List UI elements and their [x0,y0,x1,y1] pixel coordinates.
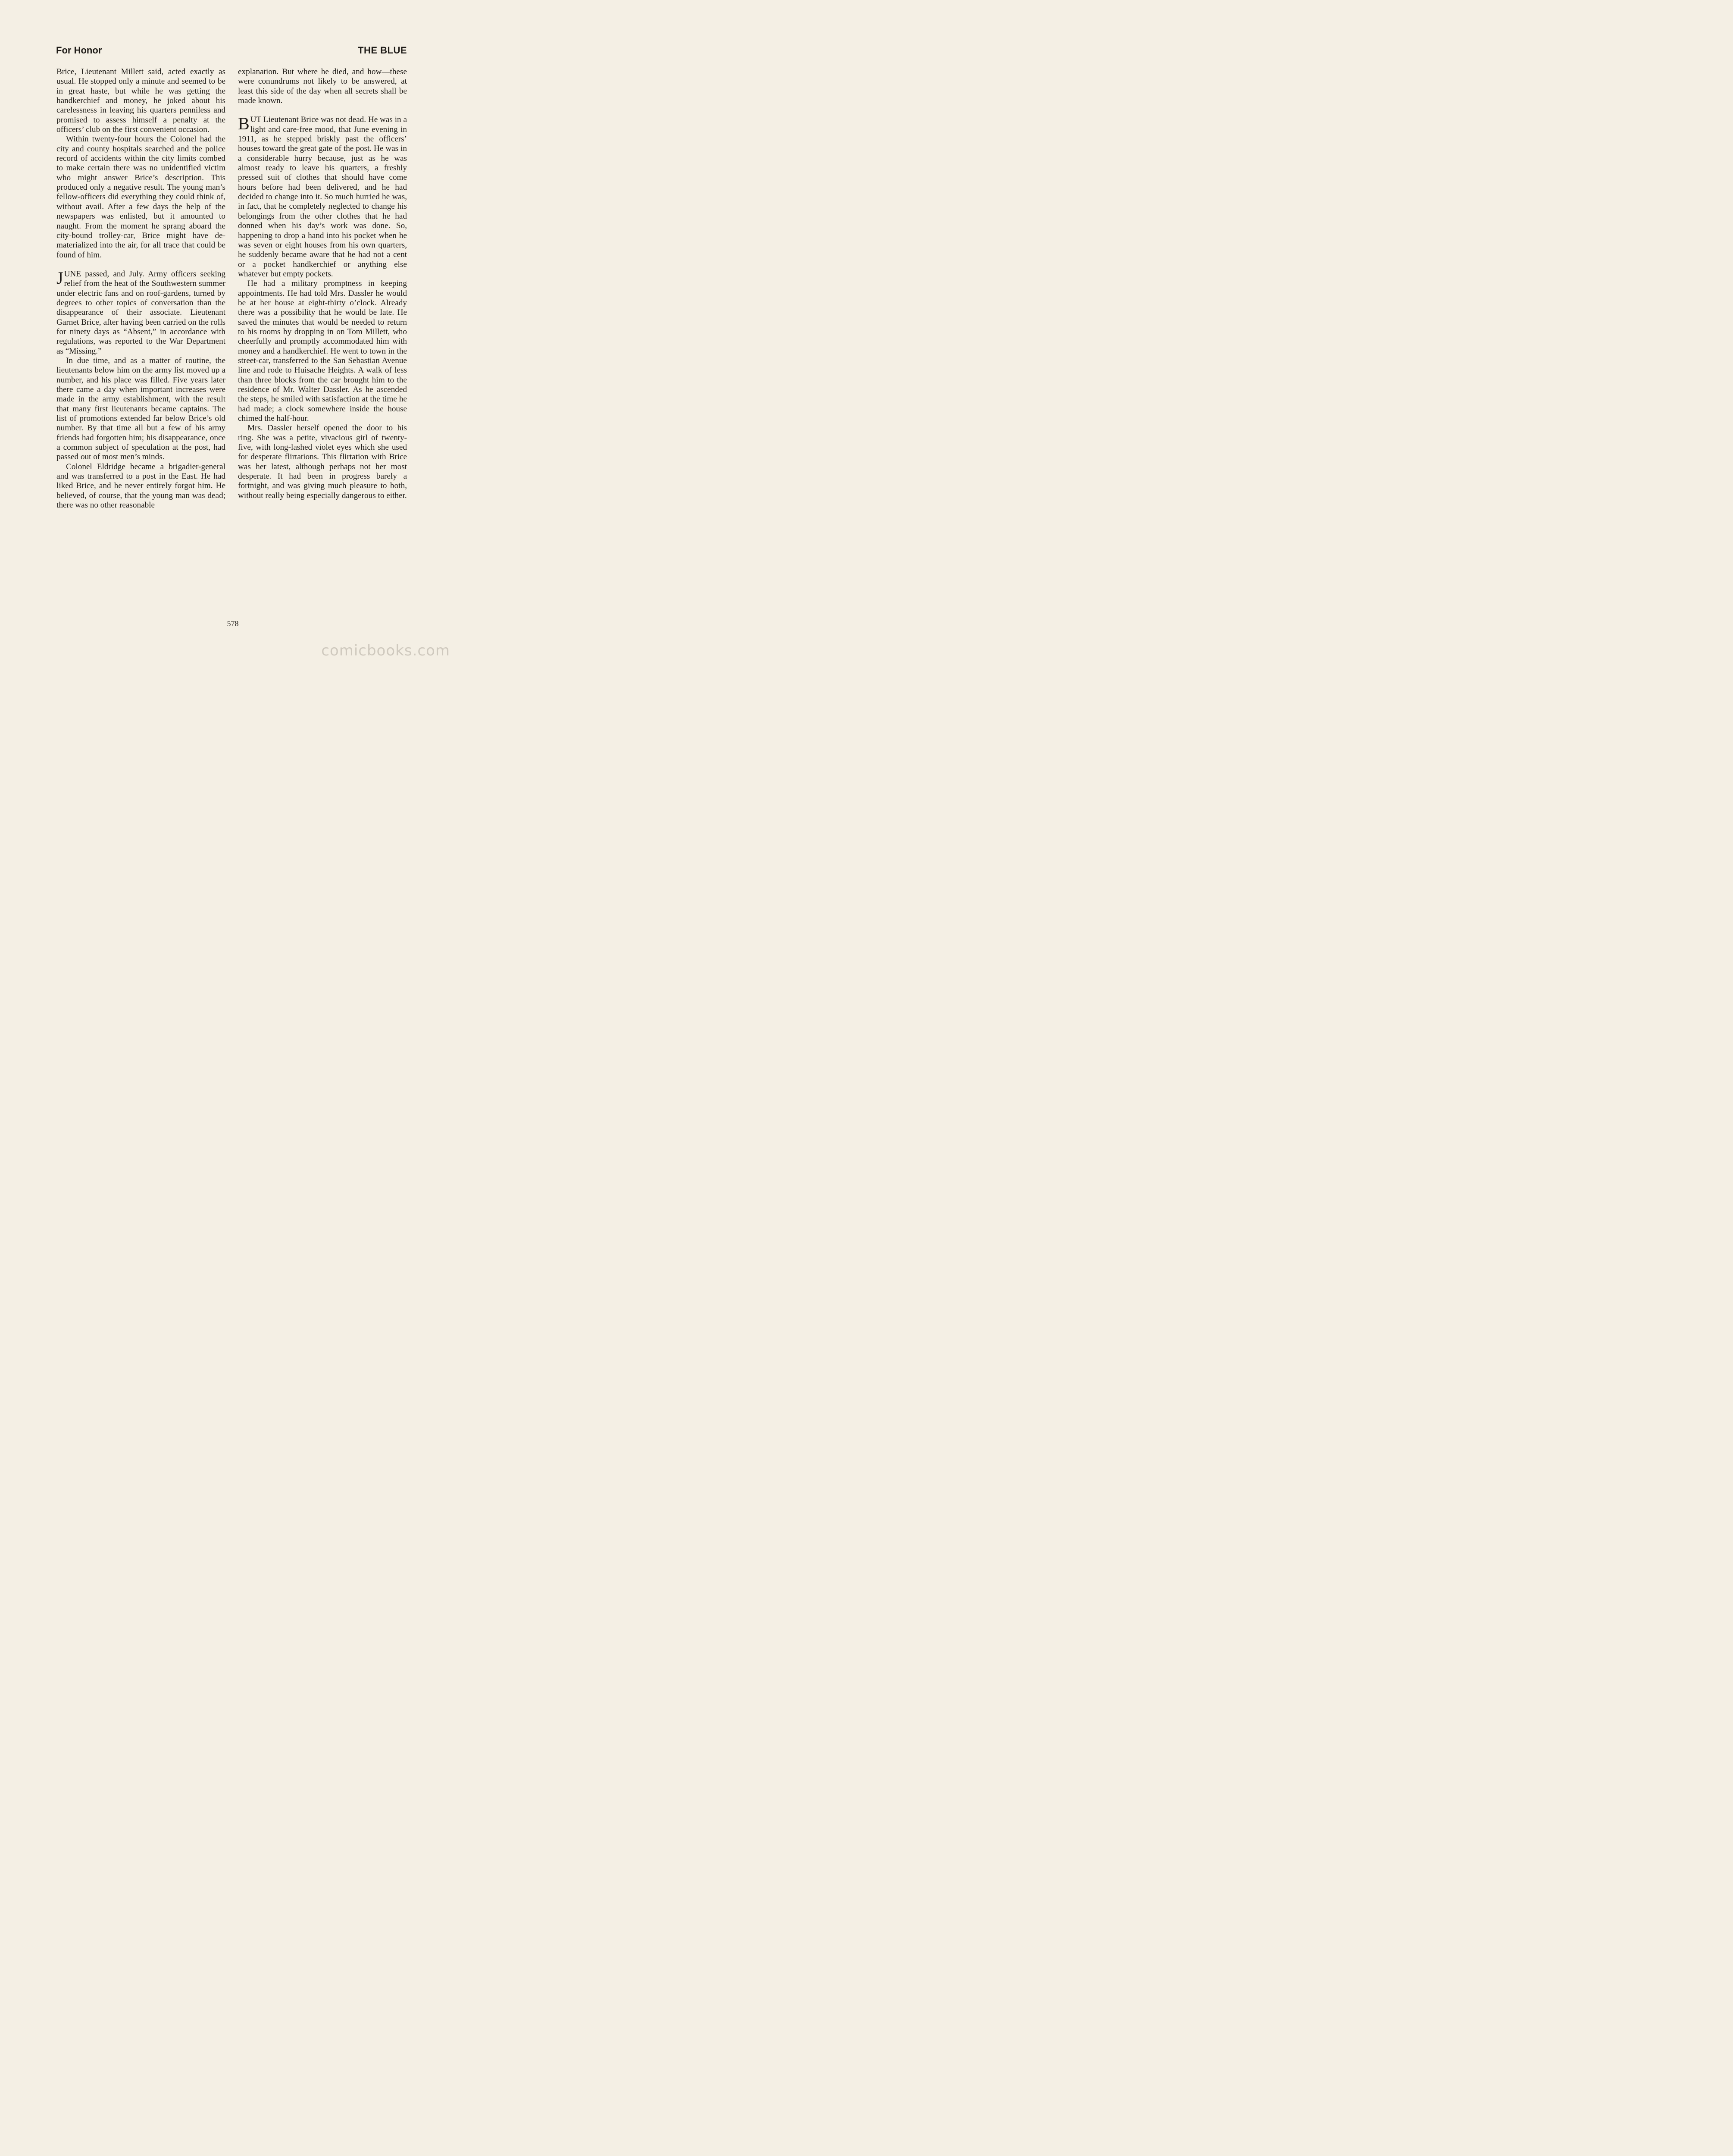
paragraph: He had a military promptness in keeping appointments. He had told Mrs. Dassler he would be at her house at eight-thirty o’clock. Already there was a possibility that he would be late. He saved the minutes that would be needed to return to his rooms by dropping in on Tom Millett, who cheerfully and promptly accommodated him with money and a handkerchief. He went to town in the street-car, transferred to the San Sebastian Avenue line and rode to Huisache Heights. A walk of less than three blocks from the car brought him to the residence of Mr. Walter Dassler. As he ascended the steps, he smiled with satisfaction at the time he had made; a clock somewhere inside the house chimed the half-hour. [238,279,407,423]
paragraph: In due time, and as a matter of routine, the lieutenants below him on the army list moved up a number, and his place was filled. Five years later there came a day when important increases were made in the army establishment, with the result that many first lieutenants became captains. The list of promotions extended far below Brice’s old number. By that time all but a few of his army friends had forgotten him; his disappearance, once a common subject of speculation at the post, had passed out of most men’s minds. [56,356,225,462]
page-number: 578 [227,619,239,628]
section-paragraph [56,270,225,356]
left-column [56,67,225,510]
drop-cap: B [238,114,250,134]
drop-cap: J [56,268,63,288]
paragraph-text: UNE passed, and July. Army officers seeking relief from the heat of the Southwestern summer under electric fans and on roof-gardens, turned by degrees to other topics of conversation than the disappearance of their associate. Lieutenant Garnet Brice, after having been carried on the rolls for ninety days as “Absent,” in accordance with regulations, was reported to the War Department as “Missing.” [56,269,225,356]
paragraph: Mrs. Dassler herself opened the door to his ring. She was a petite, vivacious girl of twenty-five, with long-lashed violet eyes which she used for desperate flirtations. This flirtation with Brice was her latest, although perhaps not her most desperate. It had been in progress barely a fortnight, and was giving much pleasure to both, without really being especially dangerous to either. [238,423,407,500]
running-head [56,45,407,59]
paragraph-text: UT Lieutenant Brice was not dead. He was in a light and care-free mood, that June evening in 1911, as he stepped briskly past the officers’ houses toward the great gate of the post. He was in a considerable hurry because, just as he was almost ready to leave his quarters, a freshly pressed suit of clothes that should have come hours before had been delivered, and he had decided to change into it. So much hurried he was, in fact, that he completely neglected to change his belongings from the other clothes that he had donned when his day’s work was done. So, happening to drop a hand into his pocket when he was seven or eight houses from his own quarters, he suddenly became aware that he had not a cent or a pocket handkerchief or anything else whatever but empty pockets. [238,115,407,279]
magazine-page [0,0,466,677]
magazine-title: THE BLUE [358,45,407,56]
story-title: For Honor [56,45,102,56]
paragraph: explanation. But where he died, and how—these were conundrums not likely to be answered, at least this side of the day when all secrets shall be made known. [238,67,407,106]
section-paragraph [238,115,407,279]
watermark: comicbooks.com [321,642,450,659]
paragraph: Brice, Lieutenant Millett said, acted exactly as usual. He stopped only a minute and seemed to be in great haste, but while he was getting the handkerchief and money, he joked about his carelessness in leaving his quarters penniless and promised to assess himself a penalty at the officers’ club on the first convenient occasion. [56,67,225,135]
paragraph: Within twenty-four hours the Colonel had the city and county hospitals searched and the police record of accidents within the city limits combed to make certain there was no unidentified victim who might answer Brice’s description. This produced only a negative result. The young man’s fellow-officers did everything they could think of, without avail. After a few days the help of the newspapers was enlisted, but it amounted to naught. From the moment he sprang aboard the city-bound trolley-car, Brice might have dematerialized into the air, for all trace that could be found of him. [56,135,225,260]
right-column [238,67,407,501]
paragraph: Colonel Eldridge became a brigadier-general and was transferred to a post in the East. He had liked Brice, and he never entirely forgot him. He believed, of course, that the young man was dead; there was no other reasonable [56,462,225,510]
